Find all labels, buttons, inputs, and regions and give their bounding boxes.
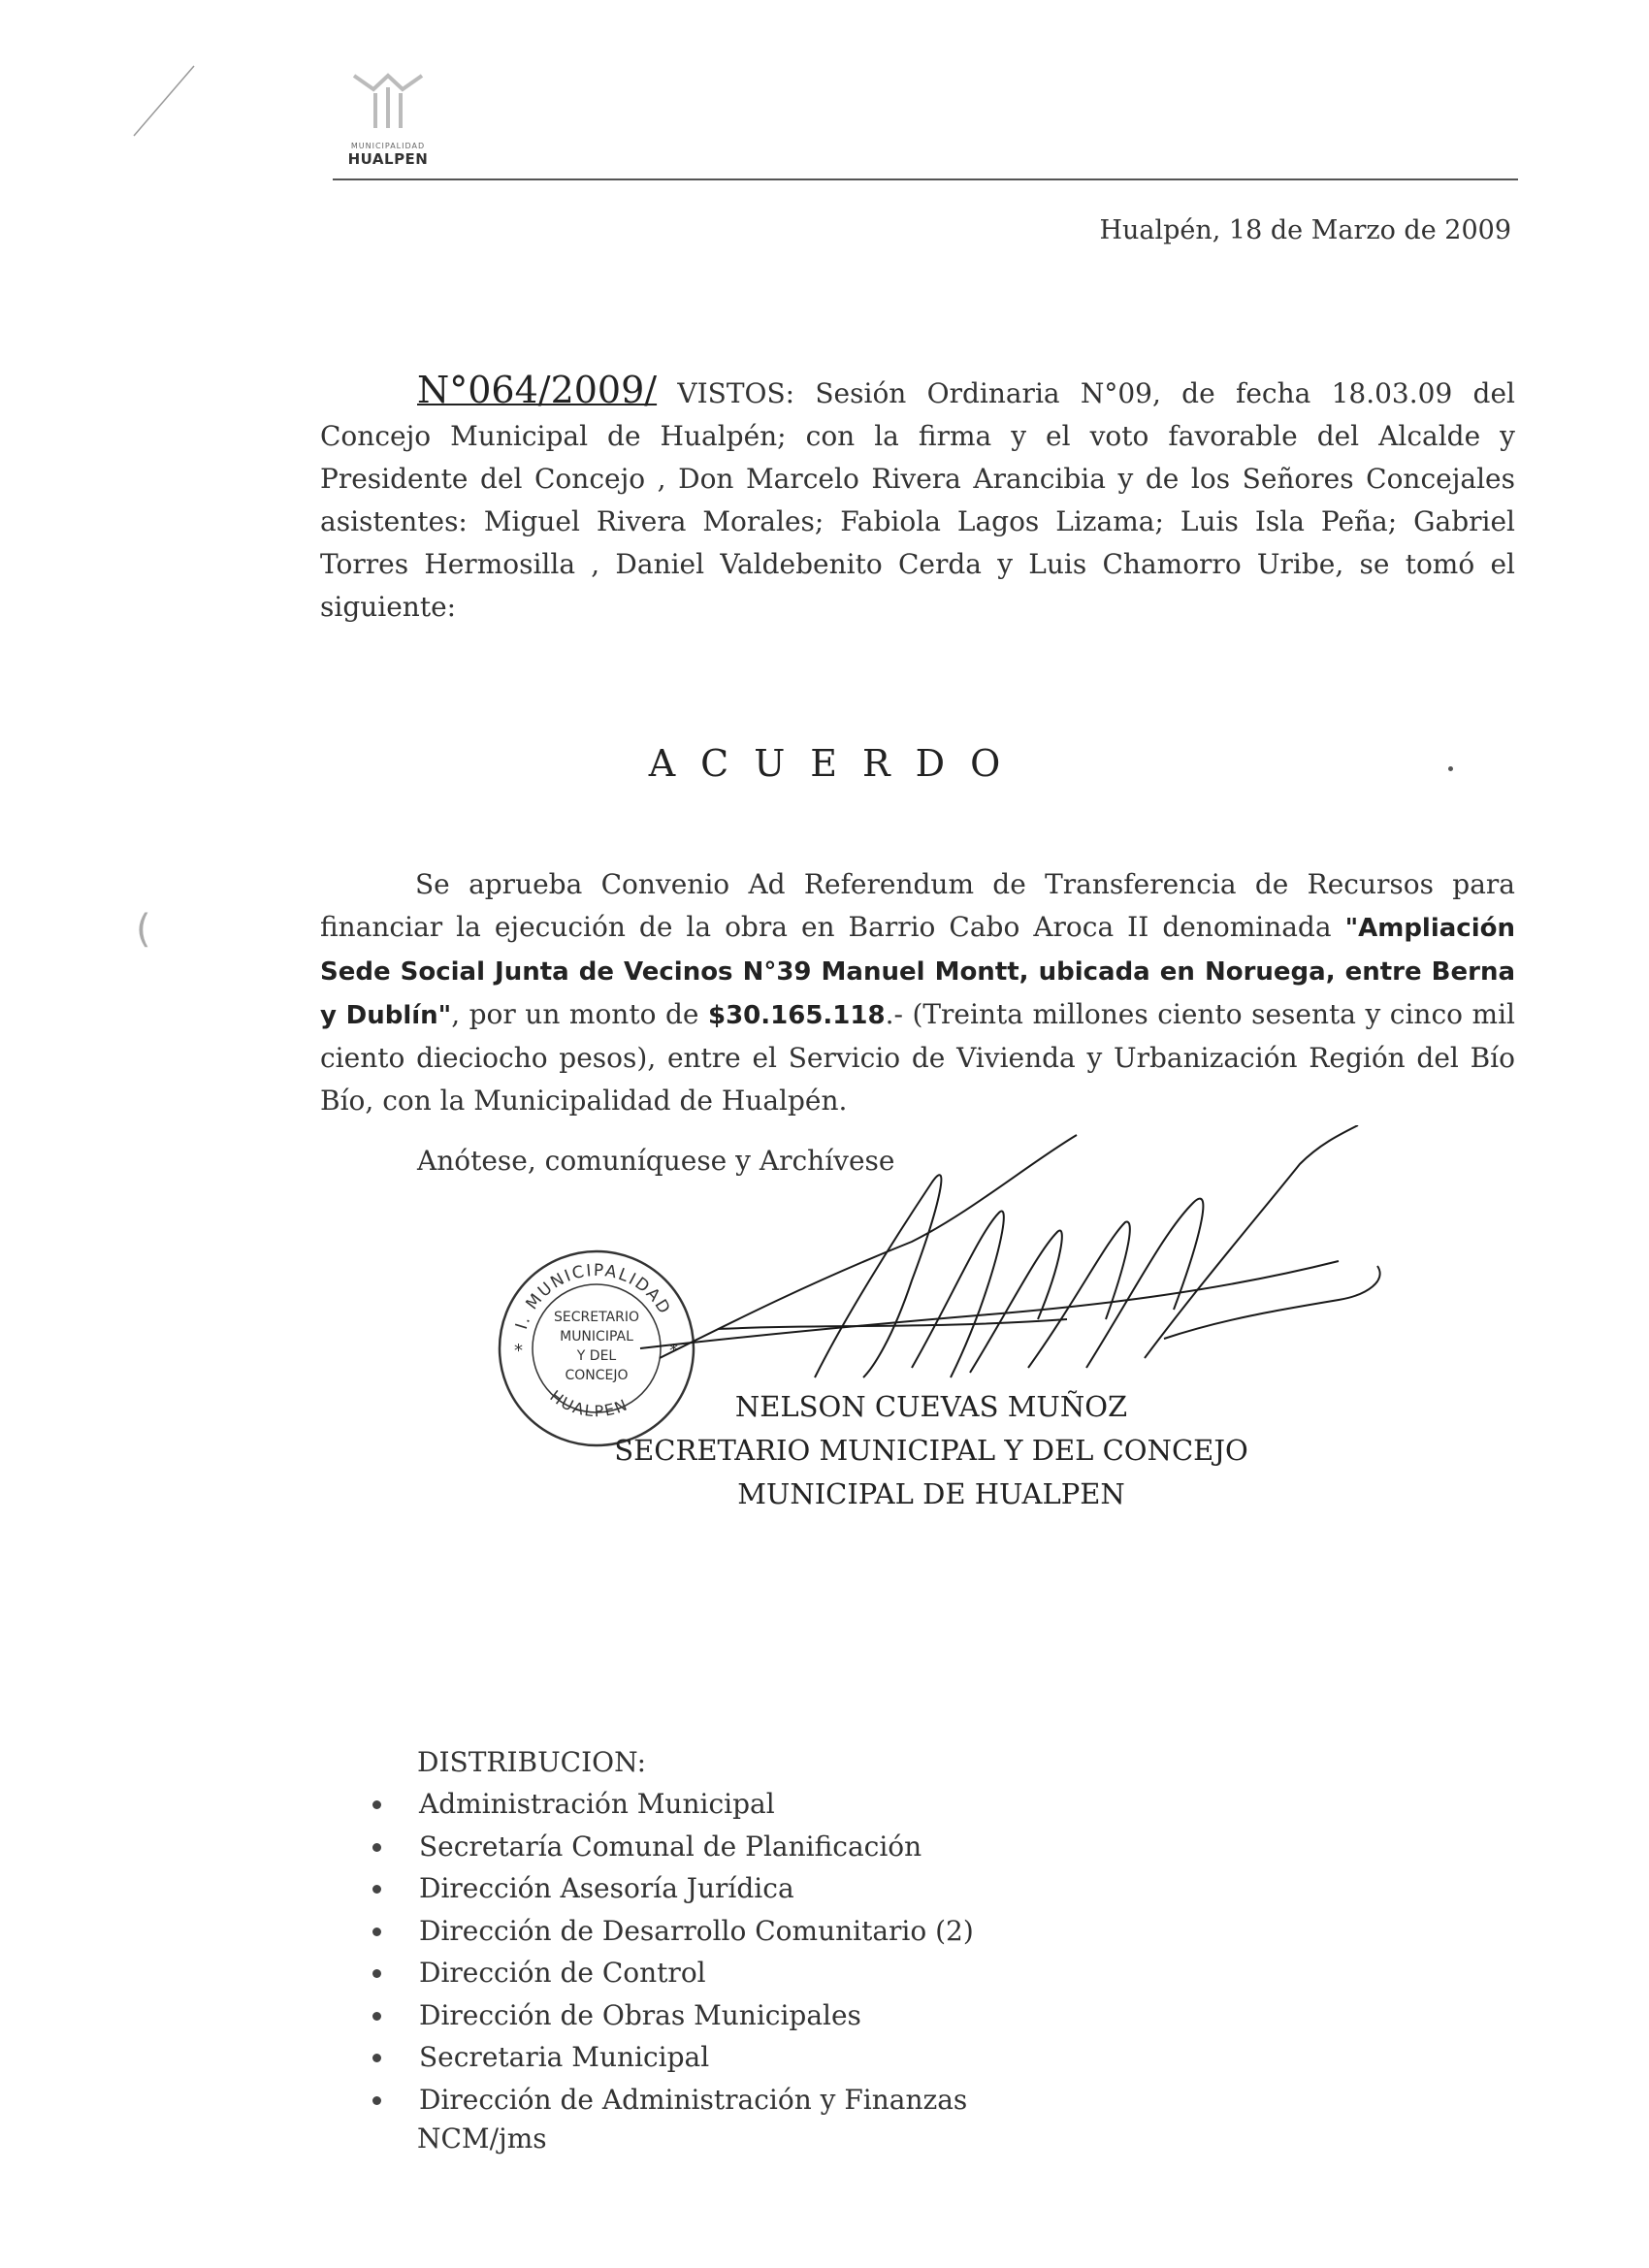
distribution-item: Dirección Asesoría Jurídica (419, 1872, 794, 1904)
document-date: Hualpén, 18 de Marzo de 2009 (1099, 215, 1511, 245)
svg-text:*: * (669, 1341, 678, 1361)
list-item (369, 1910, 974, 1953)
bullet-icon (372, 1969, 381, 1978)
list-item (369, 1783, 974, 1826)
stamp-line-1: SECRETARIO (554, 1310, 639, 1325)
distribution-item: Dirección de Desarrollo Comunitario (2) (419, 1914, 974, 1947)
stamp-ring-bottom: HUALPEN (546, 1386, 631, 1421)
distribution-item: Administración Municipal (419, 1788, 775, 1820)
agreement-text-3: .- (Treinta millones ciento sesenta y cinco mil ciento dieciocho pesos), entre el Servicio de Vivienda y Urbanización Región del Bío Bío, con la Municipalidad de Hualpén. (320, 998, 1515, 1117)
municipality-emblem-icon (344, 68, 432, 136)
list-item (369, 1952, 974, 1994)
distribution-item: Secretaría Comunal de Planificación (419, 1830, 922, 1863)
scan-artifact-line (126, 58, 204, 146)
signatory-block (524, 1385, 1339, 1516)
distribution-item: Dirección de Control (419, 1957, 706, 1989)
amount: $30.165.118 (707, 1001, 886, 1030)
bullet-icon (372, 1928, 381, 1936)
agreement-text-1: Se aprueba Convenio Ad Referendum de Transferencia de Recursos para financiar la ejecución de la obra en Barrio Cabo Aroca II denominada (320, 868, 1515, 943)
agreement-text-2: , por un monto de (451, 998, 708, 1030)
logo-caption: MUNICIPALIDAD (350, 142, 426, 150)
project-name: "Ampliación Sede Social Junta de Vecinos N°39 Manuel Montt, ubicada en Noruega, entre Berna y Dublín" (320, 914, 1515, 1030)
stamp-line-3: Y DEL (576, 1348, 617, 1364)
handwritten-signature (621, 1125, 1397, 1416)
vistos-paragraph (320, 369, 1515, 629)
bullet-icon (372, 1800, 381, 1809)
bullet-icon (372, 1885, 381, 1894)
svg-text:*: * (514, 1341, 523, 1361)
distribution-item: Dirección de Administración y Finanzas (419, 2083, 968, 2116)
vistos-text: VISTOS: Sesión Ordinaria N°09, de fecha 18.03.09 del Concejo Municipal de Hualpén; con la firma y el voto favorable del Alcalde y Presidente del Concejo , Don Marcelo Rivera Arancibia y de los Señores Concejales asistentes: Miguel Rivera Morales; Fabiola Lagos Lizama; Luis Isla Peña; Gabriel Torres Hermosilla , Daniel Valdebenito Cerda y Luis Chamorro Uribe, se tomó el siguiente: (320, 377, 1515, 623)
list-item (369, 1867, 974, 1910)
bullet-icon (372, 2096, 381, 2105)
bullet-icon (372, 2012, 381, 2021)
signatory-title-2: MUNICIPAL DE HUALPEN (737, 1477, 1125, 1510)
resolution-number: N°064/2009/ (417, 369, 658, 411)
closing-formula: Anótese, comuníquese y Archívese (417, 1145, 895, 1177)
list-item (369, 2036, 974, 2079)
scan-artifact-mark: ( (136, 907, 151, 952)
stamp-line-4: CONCEJO (565, 1368, 629, 1383)
list-item (369, 1994, 974, 2037)
distribution-title: DISTRIBUCION: (417, 1746, 647, 1778)
agreement-paragraph (320, 863, 1515, 1122)
distribution-item: Dirección de Obras Municipales (419, 1998, 861, 2031)
logo-name: HUALPEN (347, 150, 429, 168)
signatory-title-1: SECRETARIO MUNICIPAL Y DEL CONCEJO (614, 1434, 1248, 1467)
signatory-name: NELSON CUEVAS MUÑOZ (734, 1390, 1128, 1423)
list-item (369, 2079, 974, 2122)
bullet-icon (372, 2054, 381, 2062)
header-divider (333, 178, 1518, 180)
acuerdo-heading: ACUERDO (648, 742, 1026, 785)
distribution-item: Secretaria Municipal (419, 2041, 710, 2073)
initials: NCM/jms (417, 2122, 547, 2155)
municipality-logo (335, 68, 441, 168)
stamp-ring-text: I. MUNICIPALIDAD (511, 1260, 675, 1332)
distribution-list (369, 1783, 974, 2121)
stamp-line-2: MUNICIPAL (560, 1329, 633, 1345)
bullet-icon (372, 1843, 381, 1852)
list-item (369, 1826, 974, 1868)
